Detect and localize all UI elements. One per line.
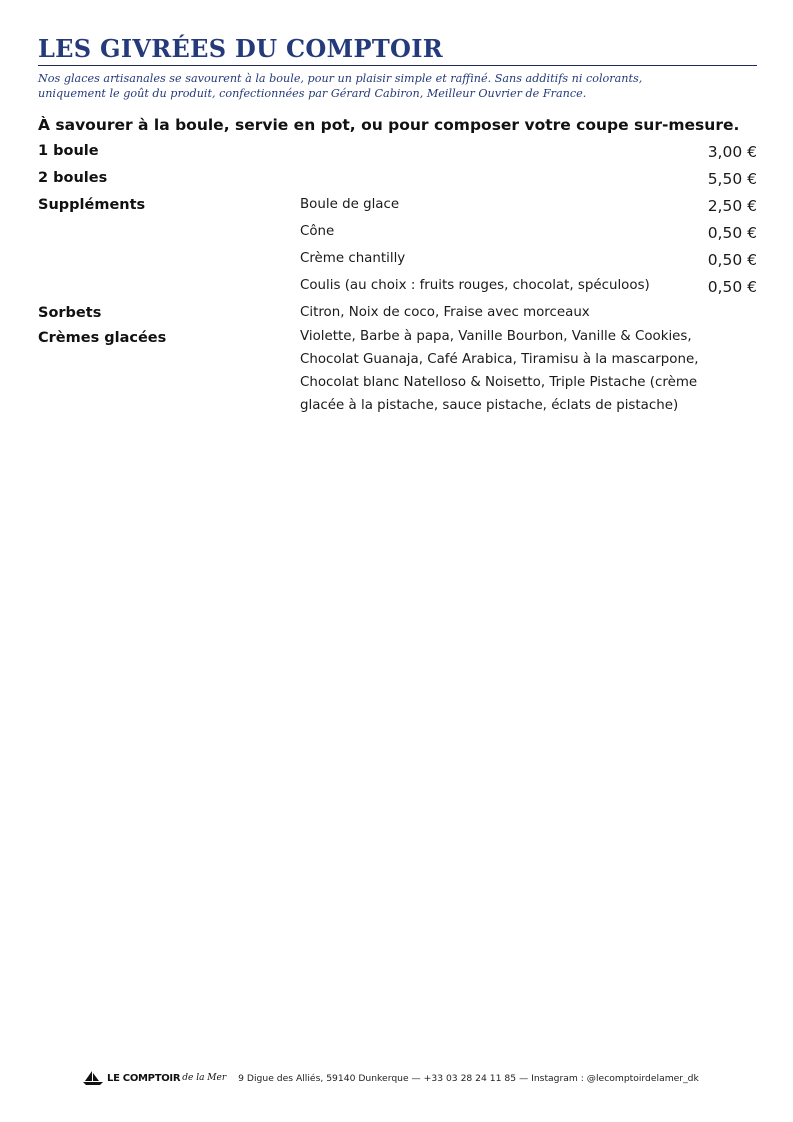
footer (82, 1068, 699, 1088)
cremes-glacees-flavors (300, 325, 698, 417)
item-label-1-boule: 1 boule (38, 143, 99, 159)
brand-logo (82, 1070, 226, 1086)
title-divider (38, 65, 757, 66)
item-price-2-boules: 5,50 € (707, 170, 757, 188)
supplement-option: Cône (300, 224, 335, 239)
supplement-price: 0,50 € (707, 224, 757, 242)
brand-script: de la Mer (182, 1073, 227, 1083)
item-label-2-boules: 2 boules (38, 170, 108, 186)
supplement-price: 0,50 € (707, 278, 757, 296)
page-title: LES GIVRÉES DU COMPTOIR (38, 34, 443, 63)
supplement-option: Crème chantilly (300, 251, 406, 266)
sorbets-label: Sorbets (38, 305, 102, 321)
supplement-price: 0,50 € (707, 251, 757, 269)
supplement-option: Coulis (au choix : fruits rouges, chocolat, spéculoos) (300, 278, 650, 293)
sailboat-icon (82, 1070, 104, 1086)
flavor-line: glacée à la pistache, sauce pistache, éclats de pistache) (300, 398, 679, 413)
flavor-line: Chocolat Guanaja, Café Arabica, Tiramisu à la mascarpone, (300, 352, 699, 367)
serving-note: À savourer à la boule, servie en pot, ou pour composer votre coupe sur-mesure. (38, 116, 740, 134)
footer-contact: 9 Digue des Alliés, 59140 Dunkerque — +33 03 28 24 11 85 — Instagram : @lecomptoirdelamer_dk (238, 1072, 699, 1084)
sorbets-flavors: Citron, Noix de coco, Fraise avec morceaux (300, 305, 590, 320)
intro-text (38, 71, 763, 101)
supplement-price: 2,50 € (707, 197, 757, 215)
cremes-glacees-label: Crèmes glacées (38, 330, 167, 346)
flavor-line: Chocolat blanc Natelloso & Noisetto, Triple Pistache (crème (300, 375, 698, 390)
supplements-label: Suppléments (38, 197, 146, 213)
intro-line: uniquement le goût du produit, confectionnées par Gérard Cabiron, Meilleur Ouvrier de France. (38, 87, 587, 100)
supplement-option: Boule de glace (300, 197, 400, 212)
item-price-1-boule: 3,00 € (707, 143, 757, 161)
flavor-line: Violette, Barbe à papa, Vanille Bourbon, Vanille & Cookies, (300, 329, 692, 344)
brand-name: LE COMPTOIR (107, 1072, 181, 1084)
intro-line: Nos glaces artisanales se savourent à la boule, pour un plaisir simple et raffiné. Sans additifs ni colorants, (38, 72, 643, 85)
